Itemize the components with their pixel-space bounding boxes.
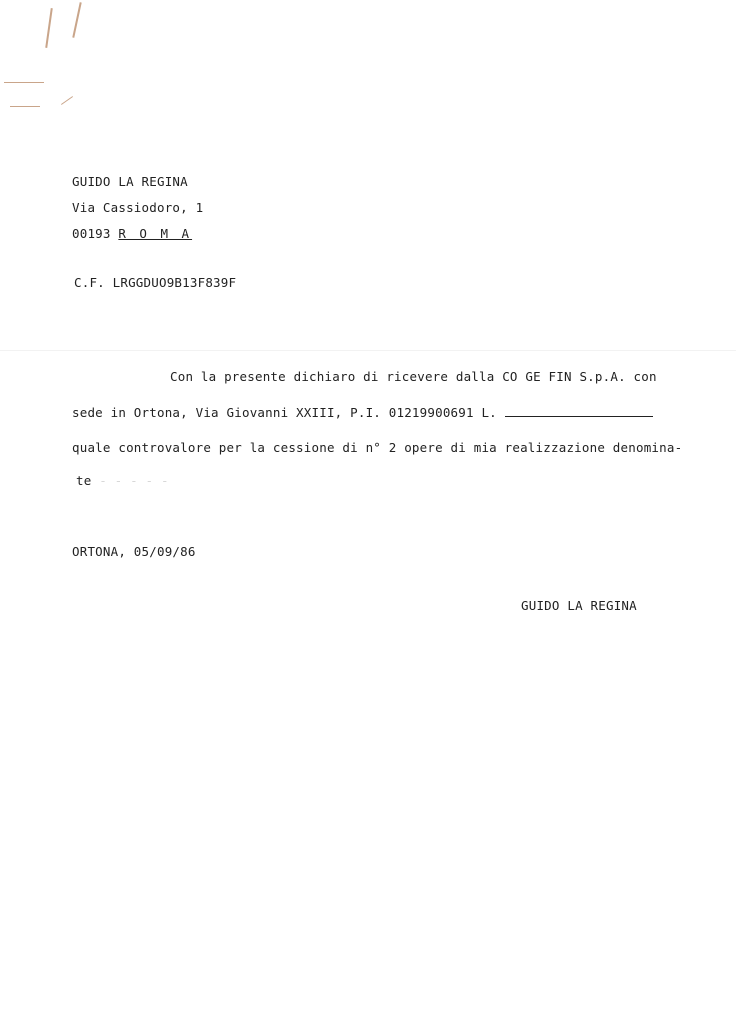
paper-fold-line <box>0 350 736 351</box>
body-line-2-text: sede in Ortona, Via Giovanni XXIII, P.I. 01219900691 L. <box>72 405 497 420</box>
sender-city-line <box>72 226 192 241</box>
body-line-4-text: te <box>76 473 92 488</box>
body-line-1: Con la presente dichiaro di ricevere dalla CO GE FIN S.p.A. con <box>170 369 657 384</box>
sender-tax-code: C.F. LRGGDUO9B13F839F <box>74 275 237 290</box>
faded-text: - - - - - <box>99 473 169 488</box>
body-line-3: quale controvalore per la cessione di n° 2 opere di mia realizzazione denomina- <box>72 440 683 455</box>
amount-blank-field <box>505 404 653 417</box>
place-date: ORTONA, 05/09/86 <box>72 544 196 559</box>
signature: GUIDO LA REGINA <box>521 598 637 613</box>
sender-postal-code: 00193 <box>72 226 111 241</box>
body-line-2 <box>72 404 653 420</box>
stain-mark <box>61 96 73 105</box>
sender-street: Via Cassiodoro, 1 <box>72 200 204 215</box>
stain-mark <box>72 2 81 38</box>
stain-mark <box>10 106 40 107</box>
sender-name: GUIDO LA REGINA <box>72 174 188 189</box>
body-line-4 <box>76 473 169 488</box>
stain-mark <box>4 82 44 83</box>
sender-city: R O M A <box>118 226 193 241</box>
stain-mark <box>45 8 53 48</box>
